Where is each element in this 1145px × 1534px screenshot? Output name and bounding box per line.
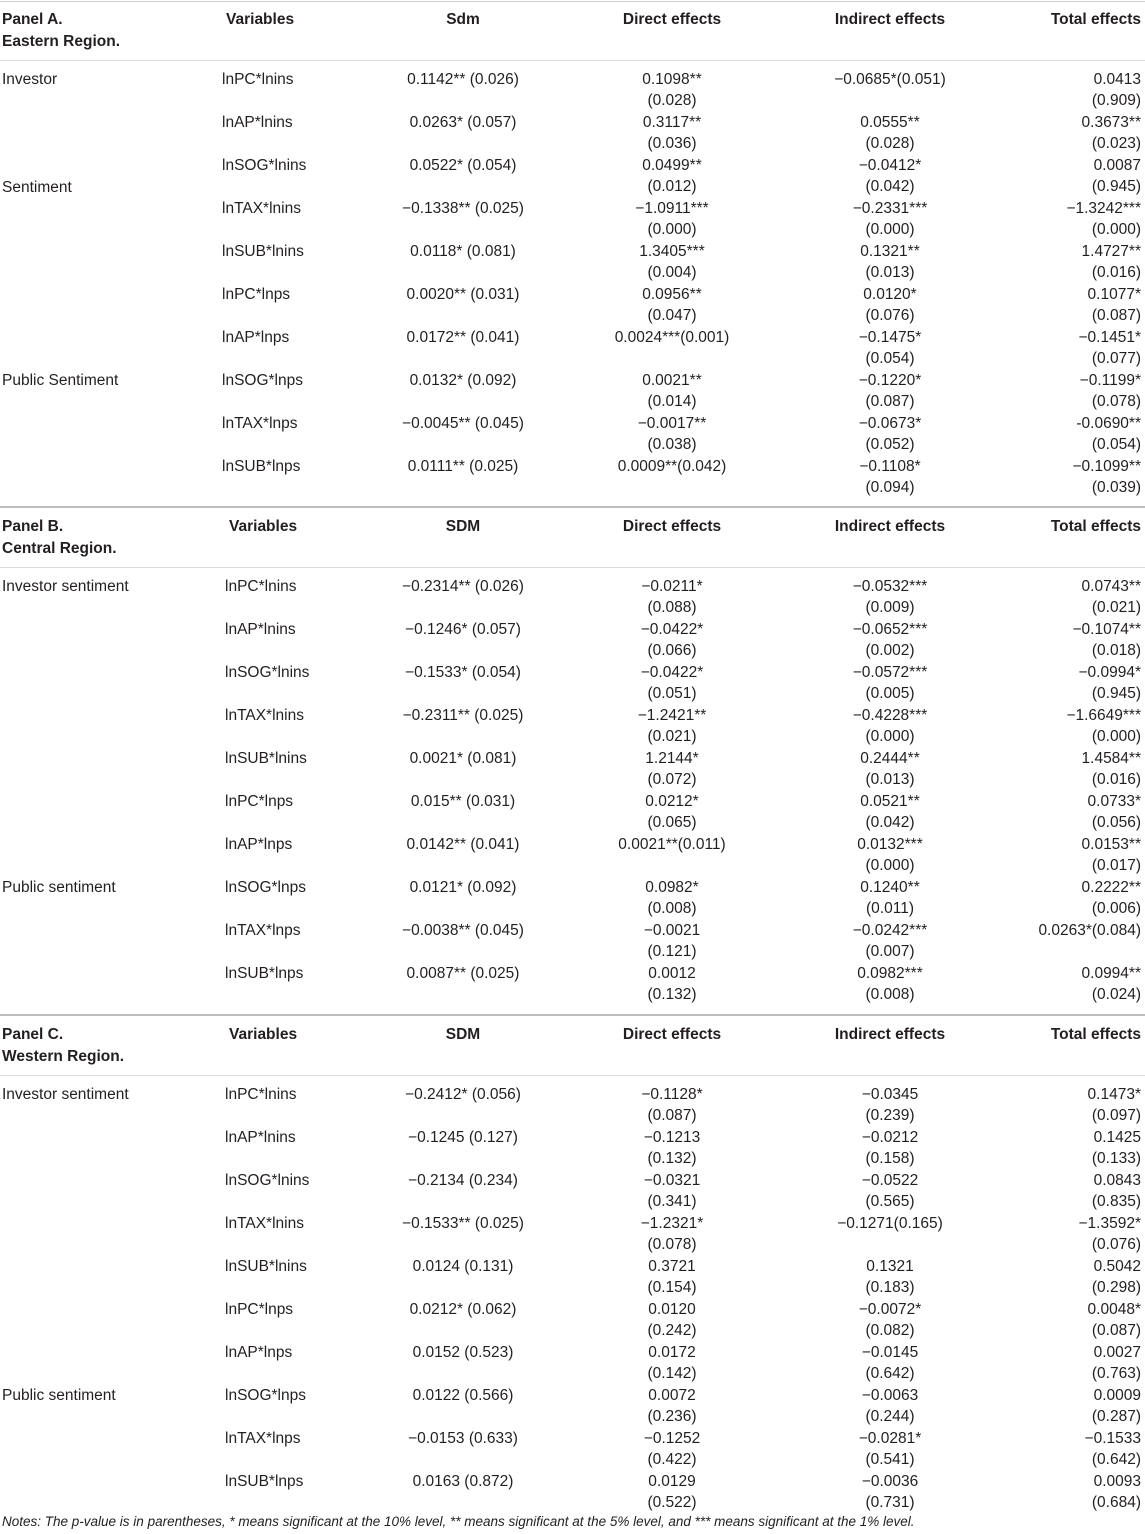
variable-name: lnSOG*lnps [225, 879, 306, 896]
indirect-effect-value: 0.0982*** [857, 965, 923, 982]
variable-name: lnTAX*lnps [222, 415, 298, 432]
panel-title: Panel C. [2, 1026, 64, 1043]
direct-effect-value: 0.0499** [642, 157, 702, 174]
total-effect-value: 0.1077* [1087, 286, 1141, 303]
sdm-value: −0.2412* (0.056) [405, 1086, 521, 1103]
column-header-variables: Variables [229, 518, 298, 535]
total-effect-value: −1.6649*** [1066, 707, 1141, 724]
group-label: Public Sentiment [2, 372, 119, 389]
total-effect-value: (0.077) [1091, 350, 1141, 367]
sdm-value: 0.0021* (0.081) [409, 750, 517, 767]
total-effect-value: 0.1425 [1093, 1129, 1141, 1146]
sdm-value: −0.1533* (0.054) [405, 664, 521, 681]
direct-effect-value: (0.078) [647, 1236, 697, 1253]
total-effect-value: (0.056) [1091, 814, 1141, 831]
sdm-value: −0.0045** (0.045) [402, 415, 524, 432]
direct-effect-value: −0.0021 [643, 922, 701, 939]
direct-effect-value: (0.422) [647, 1451, 697, 1468]
column-header-direct-effects: Direct effects [622, 1026, 722, 1043]
direct-effect-value: (0.038) [647, 436, 697, 453]
column-header-total-effects: Total effects [1050, 1026, 1141, 1043]
column-header-variables: Variables [229, 1026, 298, 1043]
indirect-effect-value: (0.013) [865, 771, 915, 788]
panel-title: Panel B. [2, 518, 64, 535]
group-label: Sentiment [2, 178, 72, 196]
sdm-value: 0.015** (0.031) [410, 793, 516, 810]
sdm-value: −0.1533** (0.025) [402, 1215, 524, 1232]
sdm-value: 0.0122 (0.566) [412, 1387, 514, 1404]
direct-effect-value: (0.008) [647, 900, 697, 917]
direct-effect-value: −0.1128* [641, 1086, 703, 1103]
variable-name: lnPC*lnps [225, 1301, 294, 1318]
direct-effect-value: (0.065) [647, 814, 697, 831]
total-effect-value: (0.097) [1091, 1107, 1141, 1124]
indirect-effect-value: 0.2444** [860, 750, 920, 767]
total-effect-value: (0.078) [1091, 393, 1141, 410]
direct-effect-value: (0.014) [647, 393, 697, 410]
direct-effect-value: −0.0422* [640, 664, 704, 681]
indirect-effect-value: 0.1321** [860, 243, 920, 260]
table-notes: Notes: The p-value is in parentheses, * means significant at the 10% level, ** means significant at the 5% level, and *** means significant at the 1% level. [2, 1514, 915, 1529]
total-effect-value: −0.1533 [1084, 1430, 1141, 1447]
indirect-effect-value: −0.0345 [861, 1086, 919, 1103]
indirect-effect-value: (0.642) [865, 1365, 915, 1382]
variable-name: lnPC*lnins [225, 578, 297, 595]
sdm-value: −0.0038** (0.045) [402, 922, 524, 939]
indirect-effect-value: −0.1108* [859, 458, 921, 475]
total-effect-value: (0.000) [1091, 728, 1141, 745]
sdm-value: 0.0163 (0.872) [412, 1473, 514, 1490]
total-effect-value: (0.945) [1091, 685, 1141, 702]
indirect-effect-value: (0.000) [865, 221, 915, 238]
direct-effect-value: (0.072) [647, 771, 697, 788]
direct-effect-value: 0.0956** [642, 286, 702, 303]
total-effect-value: (0.023) [1091, 135, 1141, 152]
variable-name: lnPC*lnps [222, 286, 291, 303]
group-label: Investor sentiment [2, 578, 129, 595]
panel-title: Panel A. [2, 11, 63, 28]
total-effect-value: (0.087) [1091, 307, 1141, 324]
total-effect-value: −0.1074** [1072, 621, 1141, 638]
indirect-effect-value: −0.0242*** [852, 922, 928, 939]
indirect-effect-value: −0.1475* [858, 329, 922, 346]
direct-effect-value: (0.012) [647, 178, 697, 195]
direct-effect-value: −0.1252 [643, 1430, 701, 1447]
group-label: Investor sentiment [2, 1086, 129, 1103]
direct-effect-value: 0.0982* [645, 879, 699, 896]
sdm-value: −0.2314** (0.026) [402, 578, 524, 595]
variable-name: lnTAX*lnps [225, 1430, 301, 1447]
sdm-value: 0.0087** (0.025) [406, 965, 520, 982]
direct-effect-value: (0.066) [647, 642, 697, 659]
direct-effect-value: 0.1098** [642, 71, 702, 88]
indirect-effect-value: (0.731) [865, 1494, 915, 1511]
total-effect-value: 0.0733* [1087, 793, 1141, 810]
direct-effect-value: −1.2321* [640, 1215, 704, 1232]
indirect-effect-value: −0.1271(0.165) [837, 1215, 943, 1232]
direct-effect-value: (0.132) [647, 986, 697, 1003]
direct-effect-value: 0.3117** [642, 114, 702, 131]
total-effect-value: 0.0994** [1081, 965, 1141, 982]
variable-name: lnSOG*lnps [225, 1387, 306, 1404]
indirect-effect-value: (0.009) [865, 599, 915, 616]
sdm-value: 0.0118* (0.081) [410, 243, 516, 260]
indirect-effect-value: −0.0532*** [852, 578, 928, 595]
total-effect-value: 0.3673** [1081, 114, 1141, 131]
column-header-sdm: Sdm [446, 11, 480, 28]
indirect-effect-value: −0.0036 [861, 1473, 919, 1490]
variable-name: lnPC*lnins [222, 71, 294, 88]
indirect-effect-value: (0.005) [865, 685, 915, 702]
direct-effect-value: (0.004) [647, 264, 697, 281]
variable-name: lnSOG*lnps [222, 372, 303, 389]
indirect-effect-value: (0.052) [865, 436, 915, 453]
total-effect-value: (0.016) [1091, 771, 1141, 788]
sdm-value: 0.0124 (0.131) [412, 1258, 514, 1275]
sdm-value: −0.1245 (0.127) [408, 1129, 518, 1146]
sdm-value: 0.0522* (0.054) [409, 157, 517, 174]
direct-effect-value: (0.000) [647, 221, 697, 238]
sdm-value: −0.2134 (0.234) [408, 1172, 518, 1189]
total-effect-value: -0.0690** [1076, 415, 1141, 432]
variable-name: lnSUB*lnps [225, 965, 304, 982]
variable-name: lnSOG*lnins [225, 664, 310, 681]
column-header-indirect-effects: Indirect effects [834, 11, 946, 28]
direct-effect-value: (0.142) [647, 1365, 697, 1382]
total-effect-value: (0.000) [1091, 221, 1141, 238]
direct-effect-value: (0.132) [647, 1150, 697, 1167]
direct-effect-value: 0.0021** [642, 372, 702, 389]
total-effect-value: (0.763) [1091, 1365, 1141, 1382]
indirect-effect-value: −0.0063 [861, 1387, 919, 1404]
total-effect-value: −1.3242*** [1066, 200, 1141, 217]
column-header-direct-effects: Direct effects [622, 518, 722, 535]
direct-effect-value: 0.0012 [648, 965, 696, 982]
indirect-effect-value: (0.002) [865, 642, 915, 659]
total-effect-value: 1.4727** [1081, 243, 1141, 260]
direct-effect-value: 0.0212* [645, 793, 699, 810]
sdm-value: −0.0153 (0.633) [408, 1430, 518, 1447]
header-rule [0, 567, 1145, 568]
total-effect-value: (0.016) [1091, 264, 1141, 281]
indirect-effect-value: (0.087) [865, 393, 915, 410]
indirect-effect-value: −0.0673* [858, 415, 922, 432]
total-effect-value: −0.1099** [1072, 458, 1141, 475]
indirect-effect-value: (0.011) [866, 900, 914, 917]
indirect-effect-value: −0.0145 [861, 1344, 919, 1361]
sdm-value: 0.0152 (0.523) [412, 1344, 514, 1361]
panel-region: Eastern Region. [2, 33, 120, 50]
direct-effect-value: 1.3405*** [639, 243, 705, 260]
sdm-value: 0.0020** (0.031) [406, 286, 520, 303]
indirect-effect-value: (0.008) [865, 986, 915, 1003]
indirect-effect-value: (0.541) [865, 1451, 915, 1468]
column-header-indirect-effects: Indirect effects [834, 1026, 946, 1043]
direct-effect-value: 1.2144* [645, 750, 699, 767]
column-header-total-effects: Total effects [1050, 518, 1141, 535]
indirect-effect-value: −0.0522 [861, 1172, 919, 1189]
group-label: Public sentiment [2, 879, 116, 896]
direct-effect-value: (0.047) [647, 307, 697, 324]
column-header-variables: Variables [226, 11, 295, 28]
total-effect-value: (0.054) [1091, 436, 1141, 453]
total-effect-value: (0.684) [1091, 1494, 1141, 1511]
indirect-effect-value: (0.054) [865, 350, 915, 367]
sdm-value: −0.1246* (0.057) [405, 621, 521, 638]
direct-effect-value: 0.3721 [648, 1258, 696, 1275]
indirect-effect-value: (0.183) [865, 1279, 915, 1296]
direct-effect-value: −1.0911*** [635, 200, 709, 217]
total-effect-value: 0.0413 [1093, 71, 1141, 88]
variable-name: lnSUB*lnps [222, 458, 301, 475]
variable-name: lnTAX*lnps [225, 922, 301, 939]
sdm-value: −0.1338** (0.025) [402, 200, 524, 217]
variable-name: lnPC*lnps [225, 793, 294, 810]
total-effect-value: (0.087) [1091, 1322, 1141, 1339]
total-effect-value: (0.018) [1091, 642, 1141, 659]
indirect-effect-value: −0.4228*** [852, 707, 928, 724]
total-effect-value: 0.2222** [1081, 879, 1141, 896]
indirect-effect-value: −0.2331*** [852, 200, 928, 217]
indirect-effect-value: −0.0412* [858, 157, 922, 174]
direct-effect-value: 0.0024***(0.001) [614, 329, 730, 346]
direct-effect-value: 0.0129 [648, 1473, 696, 1490]
indirect-effect-value: (0.158) [865, 1150, 915, 1167]
variable-name: lnAP*lnins [225, 1129, 296, 1146]
indirect-effect-value: (0.076) [865, 307, 915, 324]
total-effect-value: 0.0743** [1081, 578, 1141, 595]
direct-effect-value: 0.0120 [648, 1301, 696, 1318]
variable-name: lnAP*lnps [225, 836, 293, 853]
direct-effect-value: (0.154) [647, 1279, 697, 1296]
direct-effect-value: (0.051) [647, 685, 697, 702]
variable-name: lnSOG*lnins [222, 157, 307, 174]
column-header-sdm: SDM [445, 518, 481, 535]
sdm-value: 0.0172** (0.041) [406, 329, 520, 346]
indirect-effect-value: (0.000) [865, 857, 915, 874]
total-effect-value: 0.0093 [1093, 1473, 1141, 1490]
direct-effect-value: 0.0172 [648, 1344, 696, 1361]
direct-effect-value: (0.121) [647, 943, 697, 960]
total-effect-value: 0.5042 [1093, 1258, 1141, 1275]
variable-name: lnTAX*lnins [222, 200, 301, 217]
sdm-value: 0.0263* (0.057) [409, 114, 517, 131]
variable-name: lnAP*lnps [225, 1344, 293, 1361]
indirect-effect-value: −0.0212 [861, 1129, 919, 1146]
indirect-effect-value: (0.013) [865, 264, 915, 281]
direct-effect-value: (0.028) [647, 92, 697, 109]
variable-name: lnSOG*lnins [225, 1172, 310, 1189]
total-effect-value: 0.0153** [1081, 836, 1141, 853]
total-effect-value: (0.133) [1091, 1150, 1141, 1167]
direct-effect-value: (0.242) [647, 1322, 697, 1339]
panel-region: Western Region. [2, 1048, 125, 1065]
header-rule [0, 60, 1145, 61]
variable-name: lnTAX*lnins [225, 1215, 304, 1232]
column-header-indirect-effects: Indirect effects [834, 518, 946, 535]
variable-name: lnAP*lnps [222, 329, 290, 346]
total-effect-value: 0.0009 [1093, 1387, 1141, 1404]
indirect-effect-value: (0.028) [865, 135, 915, 152]
total-effect-value: (0.835) [1091, 1193, 1141, 1210]
indirect-effect-value: −0.0652*** [852, 621, 928, 638]
total-effect-value: (0.909) [1091, 92, 1141, 109]
indirect-effect-value: 0.1321 [866, 1258, 914, 1275]
total-effect-value: 0.1473* [1087, 1086, 1141, 1103]
variable-name: lnSUB*lnps [225, 1473, 304, 1490]
sdm-value: −0.2311** (0.025) [402, 707, 524, 724]
total-effect-value: 0.0048* [1087, 1301, 1141, 1318]
total-effect-value: (0.642) [1091, 1451, 1141, 1468]
variable-name: lnPC*lnins [225, 1086, 297, 1103]
panel-region: Central Region. [2, 540, 117, 557]
group-label: Public sentiment [2, 1387, 116, 1404]
variable-name: lnSUB*lnins [225, 750, 307, 767]
total-effect-value: 0.0263*(0.084) [1038, 922, 1141, 939]
indirect-effect-value: (0.042) [865, 814, 915, 831]
panel-separator [0, 506, 1145, 508]
direct-effect-value: 0.0021**(0.011) [618, 836, 726, 853]
indirect-effect-value: (0.244) [865, 1408, 915, 1425]
direct-effect-value: −1.2421** [637, 707, 707, 724]
column-header-direct-effects: Direct effects [622, 11, 722, 28]
variable-name: lnTAX*lnins [225, 707, 304, 724]
variable-name: lnAP*lnins [222, 114, 293, 131]
indirect-effect-value: 0.1240** [860, 879, 920, 896]
indirect-effect-value: (0.094) [865, 479, 915, 496]
direct-effect-value: 0.0009**(0.042) [617, 458, 727, 475]
total-effect-value: 0.0027 [1093, 1344, 1141, 1361]
total-effect-value: −0.0994* [1078, 664, 1141, 681]
total-effect-value: −0.1199* [1079, 372, 1141, 389]
indirect-effect-value: 0.0120* [863, 286, 917, 303]
direct-effect-value: (0.088) [647, 599, 697, 616]
indirect-effect-value: (0.565) [865, 1193, 915, 1210]
direct-effect-value: −0.0321 [643, 1172, 701, 1189]
variable-name: lnSUB*lnins [222, 243, 304, 260]
indirect-effect-value: 0.0521** [860, 793, 920, 810]
total-effect-value: −1.3592* [1078, 1215, 1141, 1232]
variable-name: lnAP*lnins [225, 621, 296, 638]
total-effect-value: −0.1451* [1078, 329, 1141, 346]
indirect-effect-value: (0.007) [865, 943, 915, 960]
sdm-value: 0.0132* (0.092) [409, 372, 517, 389]
indirect-effect-value: −0.1220* [858, 372, 922, 389]
total-effect-value: 0.0843 [1093, 1172, 1141, 1189]
direct-effect-value: −0.0017** [637, 415, 707, 432]
total-effect-value: 1.4584** [1081, 750, 1141, 767]
total-effect-value: (0.287) [1091, 1408, 1141, 1425]
column-header-sdm: SDM [445, 1026, 481, 1043]
direct-effect-value: (0.087) [647, 1107, 697, 1124]
column-header-total-effects: Total effects [1050, 11, 1141, 28]
total-effect-value: (0.298) [1091, 1279, 1141, 1296]
indirect-effect-value: (0.000) [865, 728, 915, 745]
indirect-effect-value: −0.0281* [858, 1430, 922, 1447]
group-label: Investor [2, 71, 58, 88]
direct-effect-value: (0.522) [647, 1494, 697, 1511]
sdm-value: 0.0121* (0.092) [409, 879, 517, 896]
total-effect-value: (0.006) [1091, 900, 1141, 917]
variable-name: lnSUB*lnins [225, 1258, 307, 1275]
direct-effect-value: (0.236) [647, 1408, 697, 1425]
total-effect-value: (0.024) [1091, 986, 1141, 1003]
sdm-value: 0.0212* (0.062) [409, 1301, 517, 1318]
sdm-value: 0.1142** (0.026) [407, 71, 519, 88]
indirect-effect-value: (0.082) [865, 1322, 915, 1339]
total-effect-value: (0.945) [1091, 178, 1141, 195]
indirect-effect-value: −0.0572*** [852, 664, 928, 681]
table-top-border [0, 1, 1145, 2]
direct-effect-value: 0.0072 [648, 1387, 696, 1404]
direct-effect-value: (0.036) [647, 135, 697, 152]
direct-effect-value: (0.021) [647, 728, 697, 745]
total-effect-value: (0.039) [1091, 479, 1141, 496]
direct-effect-value: (0.341) [647, 1193, 697, 1210]
direct-effect-value: −0.0422* [640, 621, 704, 638]
indirect-effect-value: 0.0555** [860, 114, 920, 131]
total-effect-value: (0.017) [1091, 857, 1141, 874]
panel-separator [0, 1014, 1145, 1016]
indirect-effect-value: −0.0685*(0.051) [834, 71, 946, 88]
indirect-effect-value: 0.0132*** [857, 836, 923, 853]
total-effect-value: (0.076) [1091, 1236, 1141, 1253]
indirect-effect-value: −0.0072* [858, 1301, 922, 1318]
header-rule [0, 1075, 1145, 1076]
direct-effect-value: −0.1213 [643, 1129, 701, 1146]
indirect-effect-value: (0.239) [865, 1107, 915, 1124]
sdm-value: 0.0142** (0.041) [406, 836, 520, 853]
sdm-value: 0.0111** (0.025) [407, 458, 519, 475]
total-effect-value: 0.0087 [1093, 157, 1141, 174]
indirect-effect-value: (0.042) [865, 178, 915, 195]
total-effect-value: (0.021) [1091, 599, 1141, 616]
direct-effect-value: −0.0211* [641, 578, 703, 595]
